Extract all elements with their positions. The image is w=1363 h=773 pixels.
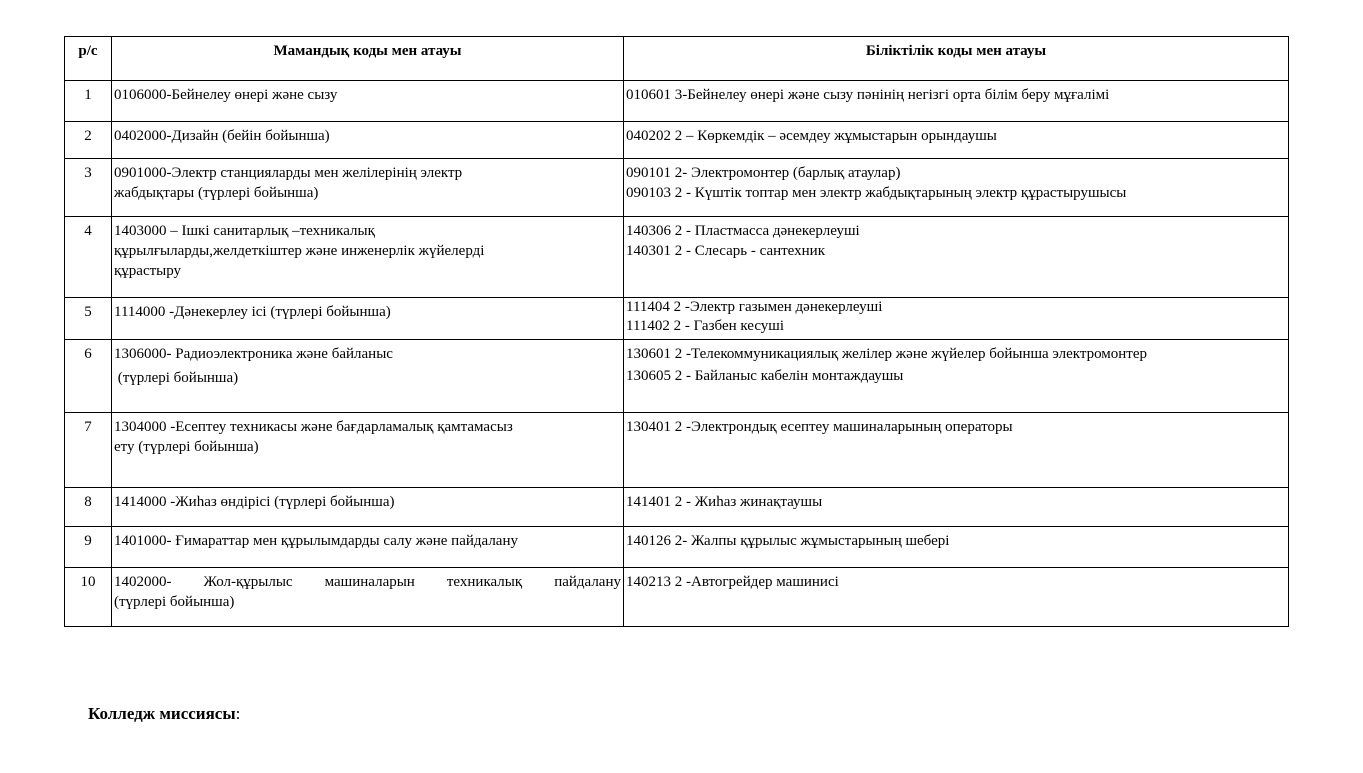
row-number: 7 [65, 413, 112, 488]
qualification-cell [624, 527, 1289, 568]
row-number: 8 [65, 488, 112, 527]
qualification-line: 111402 2 - Газбен кесуші [626, 318, 785, 334]
specialty-cell [112, 488, 624, 527]
qualification-line: 130605 2 - Байланыс кабелін монтаждаушы [626, 368, 904, 384]
table-row [65, 159, 1289, 217]
table-header-row [65, 37, 1289, 81]
table-row [65, 298, 1289, 340]
qualification-cell [624, 298, 1289, 340]
college-mission-heading [88, 704, 240, 724]
qualification-line: 040202 2 – Көркемдік – әсемдеу жұмыстарын орындаушы [626, 128, 997, 144]
qualification-cell [624, 568, 1289, 627]
qualification-cell [624, 159, 1289, 217]
specialty-cell [112, 217, 624, 298]
specialty-cell [112, 413, 624, 488]
qualification-line: 140306 2 - Пластмасса дәнекерлеуші [626, 223, 860, 239]
specialty-line: 1306000- Радиоэлектроника және байланыс [114, 346, 393, 362]
specialty-line: құрастыру [114, 263, 182, 279]
specialty-line: 1114000 -Дәнекерлеу ісі (түрлері бойынша) [114, 304, 391, 320]
qualification-line: 140301 2 - Слесарь - сантехник [626, 243, 825, 259]
qualification-cell [624, 217, 1289, 298]
specialty-line: 0106000-Бейнелеу өнері және сызу [114, 87, 338, 103]
header-num: р/с [65, 37, 112, 81]
specialty-cell [112, 81, 624, 122]
specialty-line: жабдықтары (түрлері бойынша) [114, 185, 319, 201]
row-number: 5 [65, 298, 112, 340]
specialty-line: 1401000- Ғимараттар мен құрылымдарды салу және пайдалану [114, 533, 518, 549]
qualification-line: 130401 2 -Электрондық есептеу машиналарының операторы [626, 419, 1013, 435]
table-row [65, 217, 1289, 298]
table-row [65, 122, 1289, 159]
header-specialty: Мамандық коды мен атауы [112, 37, 624, 81]
specialty-line: 1403000 – Ішкі санитарлық –техникалық [114, 223, 375, 239]
mission-heading-colon: : [235, 704, 241, 723]
specialty-line: (түрлері бойынша) [114, 594, 235, 610]
specialty-line: ету (түрлері бойынша) [114, 439, 259, 455]
qualification-line: 130601 2 -Телекоммуникациялық желілер және жүйелер бойынша электромонтер [626, 346, 1148, 362]
qualification-cell [624, 488, 1289, 527]
specialty-line: 0901000-Электр станцияларды мен желілерінің электр [114, 165, 463, 181]
row-number: 3 [65, 159, 112, 217]
specialty-line: 1304000 -Есептеу техникасы және бағдарламалық қамтамасыз [114, 419, 513, 435]
table-row [65, 81, 1289, 122]
table-row [65, 527, 1289, 568]
qualification-cell [624, 413, 1289, 488]
table-row [65, 568, 1289, 627]
specialties-table [64, 36, 1289, 627]
qualification-cell [624, 340, 1289, 413]
row-number: 10 [65, 568, 112, 627]
specialty-cell [112, 122, 624, 159]
specialty-cell [112, 298, 624, 340]
specialty-line: 0402000-Дизайн (бейін бойынша) [114, 128, 330, 144]
specialty-line: құрылғыларды,желдеткіштер және инженерлік жүйелерді [114, 243, 485, 259]
specialty-cell [112, 340, 624, 413]
mission-heading-text: Колледж миссиясы [88, 704, 236, 723]
qualification-line: 140126 2- Жалпы құрылыс жұмыстарының шебері [626, 533, 950, 549]
specialty-cell [112, 159, 624, 217]
qualification-line: 010601 3-Бейнелеу өнері және сызу пәнінің негізгі орта білім беру мұғалімі [626, 87, 1110, 103]
row-number: 6 [65, 340, 112, 413]
specialty-line: (түрлері бойынша) [114, 370, 239, 386]
specialty-line: 1402000- Жол-құрылыс машиналарын техникалық пайдалану [114, 574, 621, 590]
table-row [65, 488, 1289, 527]
qualification-line: 090103 2 - Күштік топтар мен электр жабдықтарының электр құрастырушысы [626, 185, 1127, 201]
row-number: 4 [65, 217, 112, 298]
header-qualification: Біліктілік коды мен атауы [624, 37, 1289, 81]
row-number: 1 [65, 81, 112, 122]
row-number: 2 [65, 122, 112, 159]
qualification-cell [624, 122, 1289, 159]
qualification-line: 111404 2 -Электр газымен дәнекерлеуші [626, 299, 883, 315]
qualification-line: 141401 2 - Жиһаз жинақтаушы [626, 494, 823, 510]
specialty-cell [112, 568, 624, 627]
specialty-line: 1414000 -Жиһаз өндірісі (түрлері бойынша) [114, 494, 395, 510]
qualification-cell [624, 81, 1289, 122]
table-row [65, 413, 1289, 488]
specialty-cell [112, 527, 624, 568]
qualification-line: 140213 2 -Автогрейдер машинисі [626, 574, 839, 590]
table-row [65, 340, 1289, 413]
row-number: 9 [65, 527, 112, 568]
qualification-line: 090101 2- Электромонтер (барлық атаулар) [626, 165, 901, 181]
